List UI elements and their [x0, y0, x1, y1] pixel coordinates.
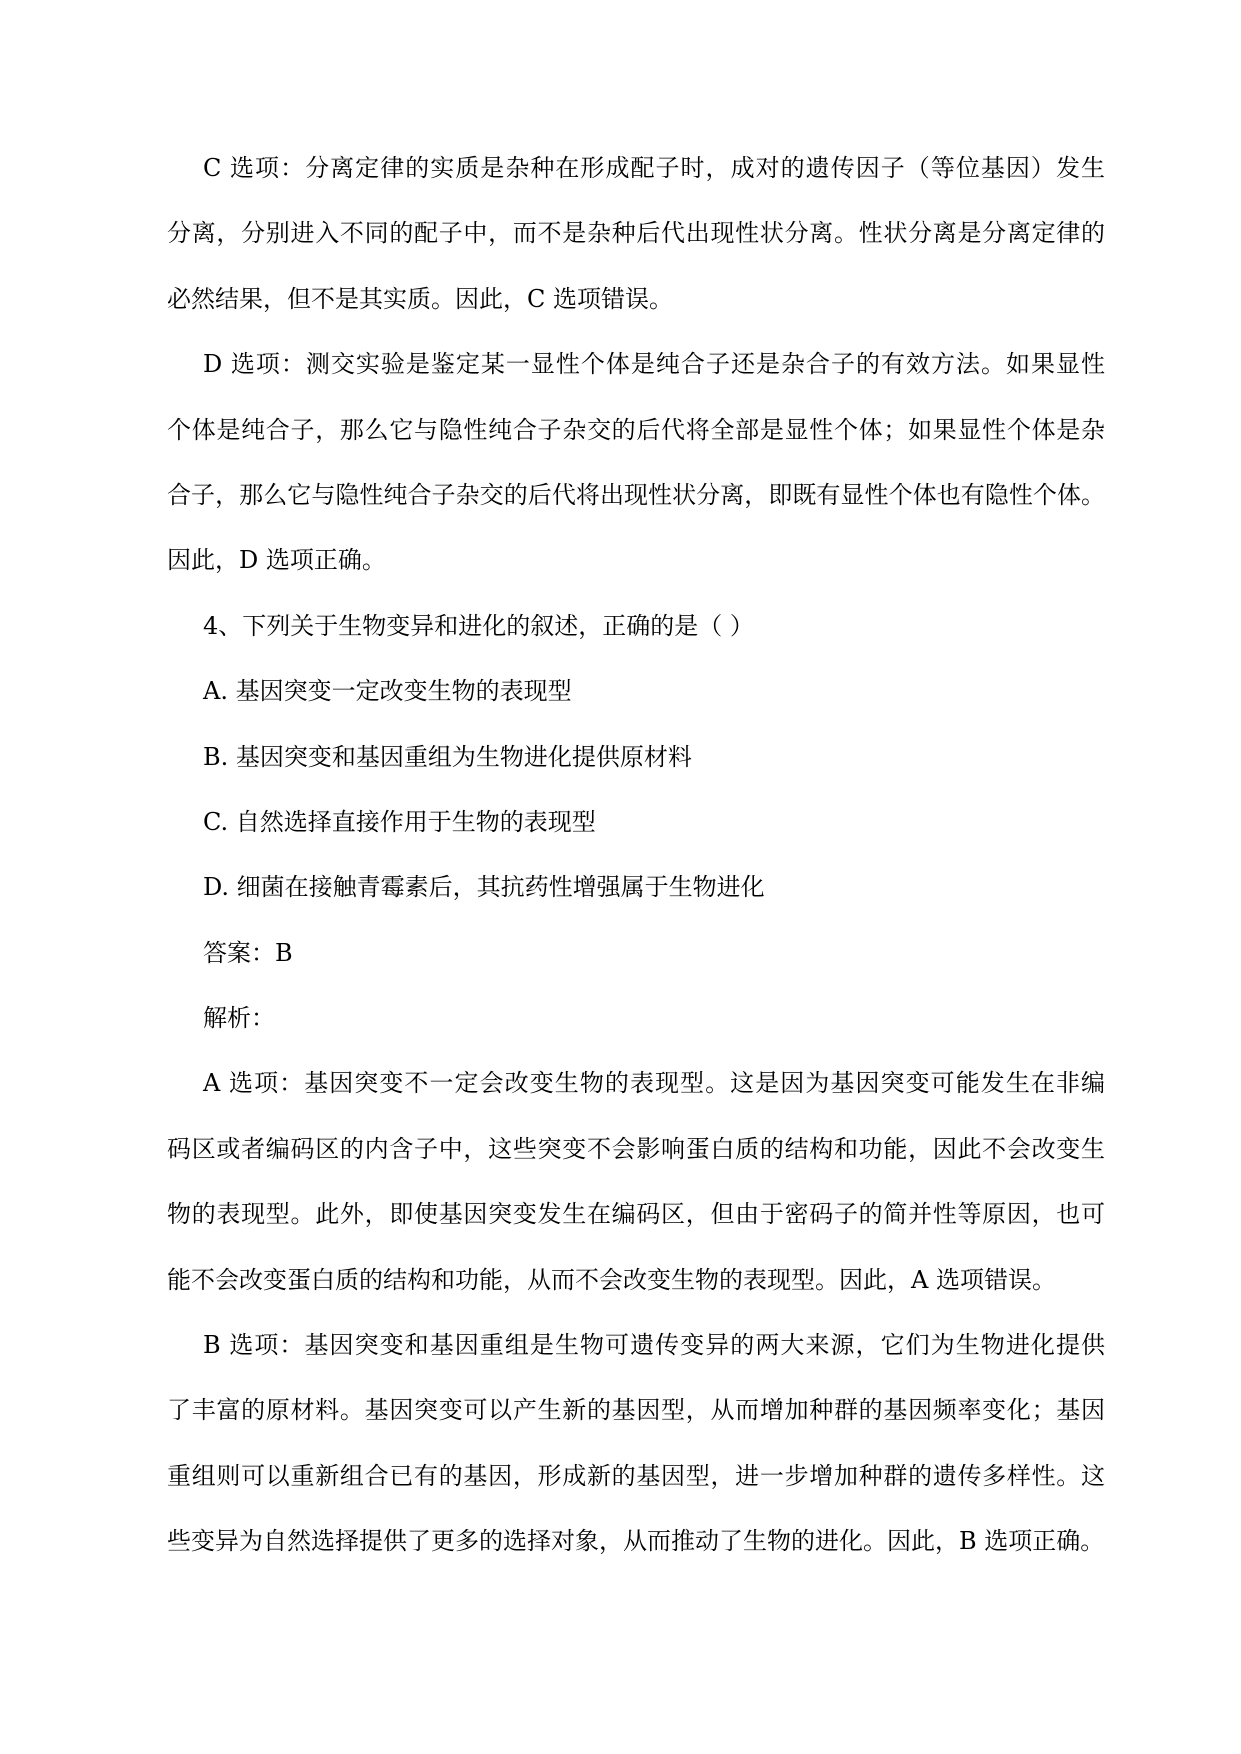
analysis-option-c-paragraph	[167, 136, 1105, 332]
option-b: B. 基因突变和基因重组为生物进化提供原材料	[203, 742, 692, 771]
paragraph-line: 了丰富的原材料。基因突变可以产生新的基因型，从而增加种群的基因频率变化；基因	[167, 1396, 1105, 1425]
option-c: C. 自然选择直接作用于生物的表现型	[203, 807, 596, 836]
paragraph-line: 必然结果，但不是其实质。因此，C 选项错误。	[167, 284, 673, 313]
option-d: D. 细菌在接触青霉素后，其抗药性增强属于生物进化	[203, 873, 765, 902]
analysis-option-b-paragraph	[167, 1313, 1105, 1575]
document-page	[167, 136, 1105, 1575]
paragraph-line: C 选项：分离定律的实质是杂种在形成配子时，成对的遗传因子（等位基因）发生	[203, 154, 1105, 182]
paragraph-line: 合子，那么它与隐性纯合子杂交的后代将出现性状分离，即既有显性个体也有隐性个体。	[167, 480, 1105, 509]
paragraph-line: 物的表现型。此外，即使基因突变发生在编码区，但由于密码子的简并性等原因，也可	[167, 1200, 1105, 1229]
question-options	[167, 659, 1105, 921]
paragraph-line: 重组则可以重新组合已有的基因，形成新的基因型，进一步增加种群的遗传多样性。这	[167, 1461, 1105, 1490]
paragraph-line: 码区或者编码区的内含子中，这些突变不会影响蛋白质的结构和功能，因此不会改变生	[167, 1134, 1105, 1163]
paragraph-line: 因此，D 选项正确。	[167, 546, 386, 575]
option-a: A. 基因突变一定改变生物的表现型	[203, 677, 572, 706]
paragraph-line: 能不会改变蛋白质的结构和功能，从而不会改变生物的表现型。因此，A 选项错误。	[167, 1265, 1056, 1294]
analysis-option-d-paragraph	[167, 332, 1105, 594]
paragraph-line: 个体是纯合子，那么它与隐性纯合子杂交的后代将全部是显性个体；如果显性个体是杂	[167, 415, 1105, 444]
analysis-option-a-paragraph	[167, 1051, 1105, 1313]
question-stem: 4、下列关于生物变异和进化的叙述，正确的是（ ）	[203, 611, 754, 640]
paragraph-line: D 选项：测交实验是鉴定某一显性个体是纯合子还是杂合子的有效方法。如果显性	[203, 350, 1105, 379]
answer-line: 答案：B	[203, 938, 293, 967]
paragraph-line: 分离，分别进入不同的配子中，而不是杂种后代出现性状分离。性状分离是分离定律的	[167, 219, 1105, 248]
paragraph-line: A 选项：基因突变不一定会改变生物的表现型。这是因为基因突变可能发生在非编	[203, 1069, 1105, 1098]
paragraph-line: B 选项：基因突变和基因重组是生物可遗传变异的两大来源，它们为生物进化提供	[203, 1331, 1105, 1360]
analysis-label: 解析：	[203, 1004, 275, 1033]
paragraph-line: 些变异为自然选择提供了更多的选择对象，从而推动了生物的进化。因此，B 选项正确。	[167, 1527, 1105, 1556]
